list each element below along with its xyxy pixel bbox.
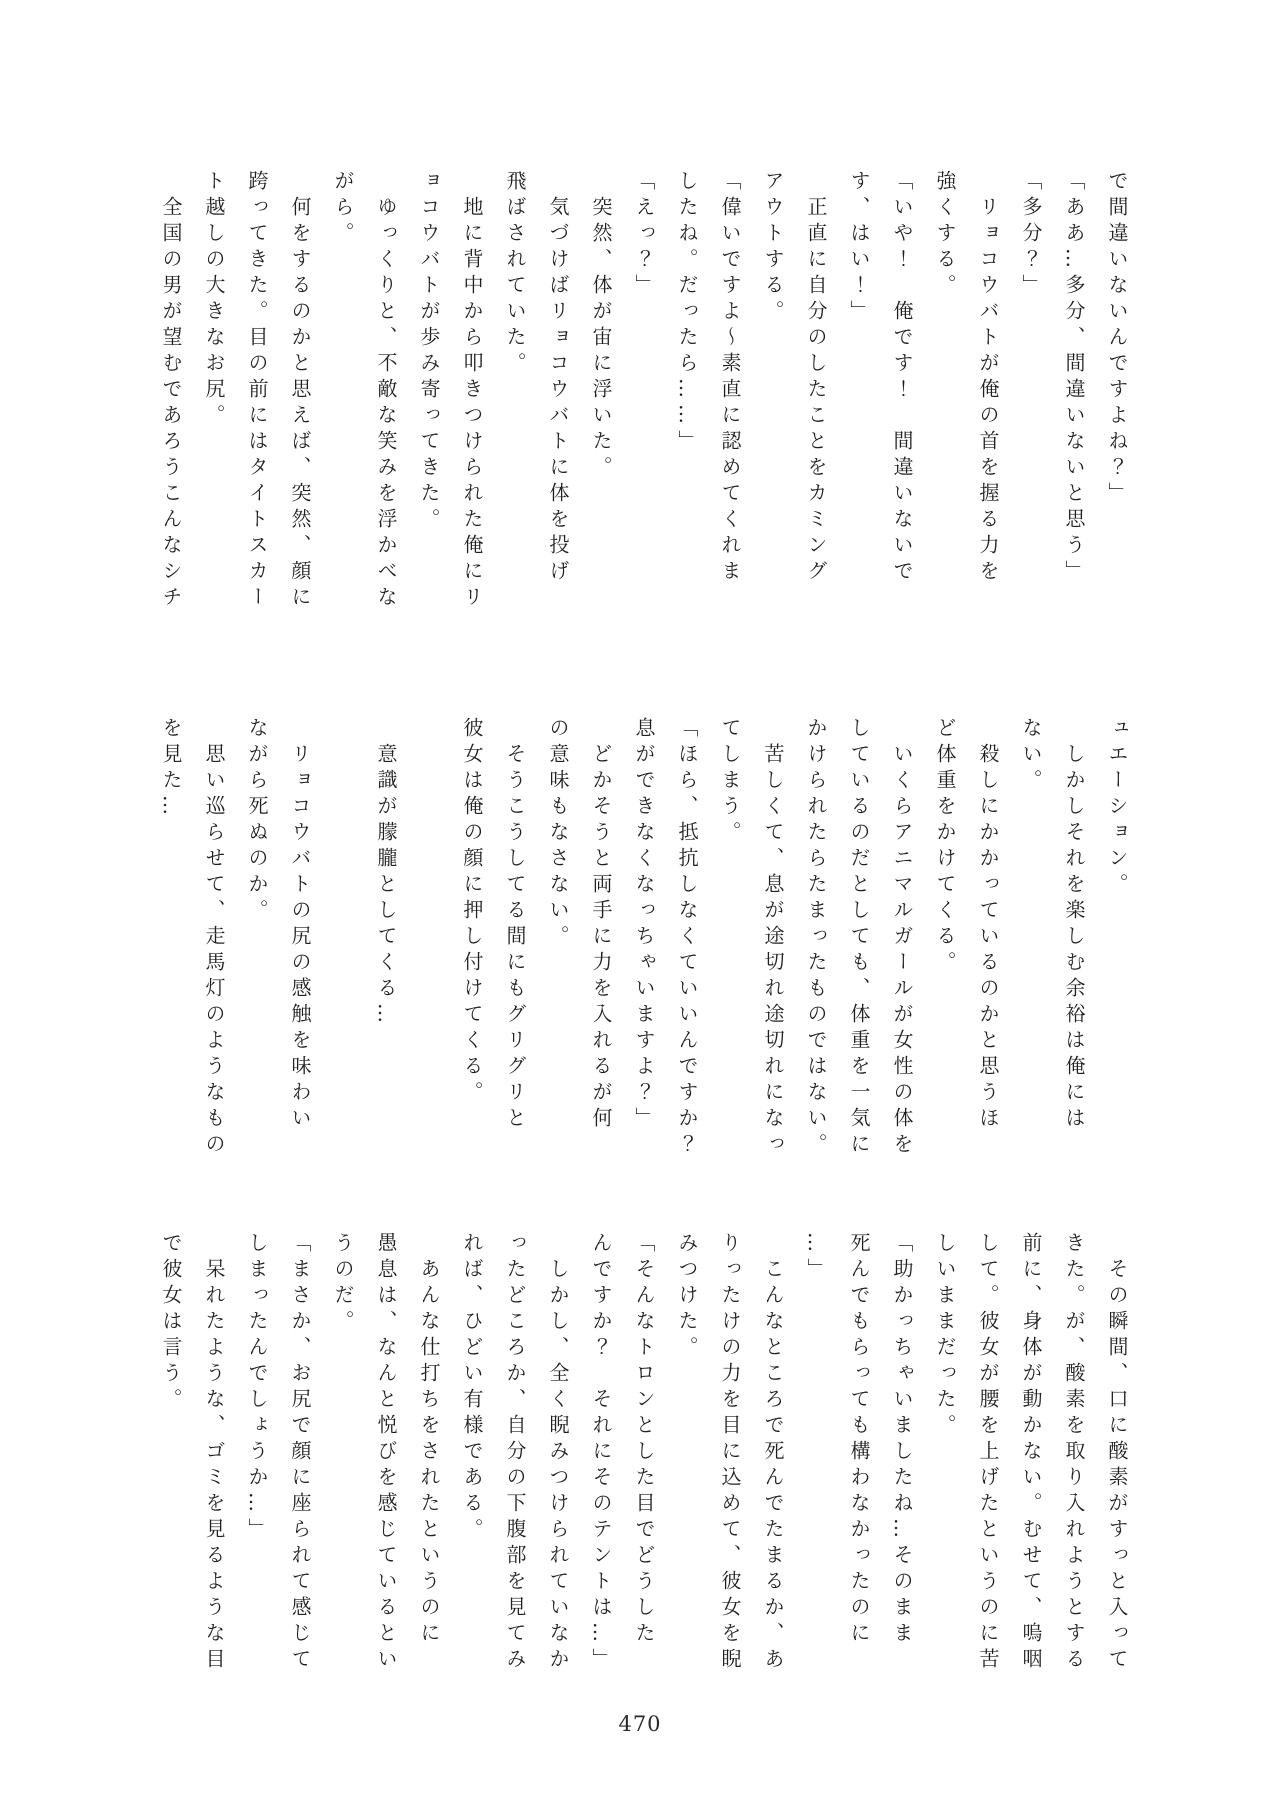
text-column: 「偉いですよ～素直に認めてくれま: [718, 170, 742, 586]
text-column: で彼女は言う。: [159, 1232, 183, 1414]
text-column: 「助かっちゃいましたね…そのまま: [890, 1232, 914, 1648]
text-column: 突然、体が宙に浮いた。: [589, 196, 613, 482]
text-column: てしまう。: [718, 717, 742, 847]
text-column: 全国の男が望むであろうこんなシチ: [159, 196, 183, 612]
text-column: 愚息は、なんと悦びを感じているとい: [374, 1232, 398, 1674]
text-column: 何をするのかと思えば、突然、顔に: [288, 196, 312, 612]
text-column: 「ほら、抵抗しなくていいんですか？: [675, 717, 699, 1159]
text-column: の意味もなさない。: [546, 717, 570, 951]
text-column: あんな仕打ちをされたというのに: [417, 1258, 441, 1648]
text-column: 気づけばリョコウバトに体を投げ: [546, 196, 570, 586]
text-column: [407, 717, 450, 1169]
text-column: [321, 717, 364, 1169]
text-column: で間違いないんですよね？」: [1105, 170, 1129, 508]
text-column: れば、ひどい有様である。: [460, 1232, 484, 1544]
text-column: ながら死ぬのか。: [245, 717, 269, 925]
text-column: しまったんでしょうか…」: [245, 1232, 269, 1544]
text-column: ない。: [1019, 717, 1043, 795]
text-column: 「ああ…多分、間違いないと思う」: [1062, 170, 1086, 586]
text-column: どかそうと両手に力を入れるが何: [589, 743, 613, 1133]
text-column: 「そんなトロンとした目でどうした: [632, 1232, 656, 1648]
text-column: ョコウバトが歩み寄ってきた。: [417, 170, 441, 534]
text-column: 跨ってきた。目の前にはタイトスカー: [245, 170, 269, 612]
text-column: 殺しにかかっているのかと思うほ: [976, 743, 1000, 1133]
text-column: 「多分？」: [1019, 170, 1043, 300]
text-column: 彼女は俺の顔に押し付けてくる。: [460, 717, 484, 1107]
text-column: 「いや！ 俺です！ 間違いないで: [890, 170, 914, 586]
text-column: いくらアニマルガールが女性の体を: [890, 743, 914, 1159]
text-column: しかし、全く睨みつけられていなか: [546, 1258, 570, 1674]
text-column: 息ができなくなっちゃいますよ？」: [632, 717, 656, 1133]
text-column: うのだ。: [331, 1232, 355, 1336]
text-column: 「えっ？」: [632, 170, 656, 300]
text-column: …」: [804, 1232, 828, 1284]
text-column: ど体重をかけてくる。: [933, 717, 957, 977]
text-column: 思い巡らせて、走馬灯のようなもの: [202, 743, 226, 1159]
text-column: 呆れたような、ゴミを見るような目: [202, 1258, 226, 1674]
text-column: こんなところで死んでたまるか、あ: [761, 1258, 785, 1674]
page-number: 470: [618, 1712, 662, 1736]
text-column: ト越しの大きなお尻。: [202, 170, 226, 430]
text-column: んですか？ それにそのテントは…」: [589, 1232, 613, 1674]
text-column: がら。: [331, 170, 355, 248]
text-column: 意識が朦朧としてくる…: [374, 743, 398, 1029]
text-column: 飛ばされていた。: [503, 170, 527, 378]
text-column: 地に背中から叩きつけられた俺にリ: [460, 196, 484, 612]
text-column: ュエーション。: [1105, 717, 1129, 899]
text-column: 「まさか、お尻で顔に座られて感じて: [288, 1232, 312, 1674]
text-column: そうこうしてる間にもグリグリと: [503, 743, 527, 1133]
text-column: す、はい！」: [847, 170, 871, 326]
text-column: 前に、身体が動かない。むせて、嗚咽: [1019, 1232, 1043, 1674]
text-column: かけられたらたまったものではない。: [804, 717, 828, 1159]
text-column: 正直に自分のしたことをカミング: [804, 196, 828, 586]
text-column: しかしそれを楽しむ余裕は俺には: [1062, 743, 1086, 1133]
text-column: リョコウバトの尻の感触を味わい: [288, 743, 312, 1133]
text-column: ったどころか、自分の下腹部を見てみ: [503, 1232, 527, 1674]
text-column: みつけた。: [675, 1232, 699, 1362]
text-column: その瞬間、口に酸素がすっと入って: [1105, 1258, 1129, 1674]
text-column: して。彼女が腰を上げたというのに苦: [976, 1232, 1000, 1674]
text-column: したね。だったら……」: [675, 170, 699, 456]
text-column: を見た…: [159, 717, 183, 821]
text-column: しいままだった。: [933, 1232, 957, 1440]
text-band-middle: [148, 717, 1138, 1169]
text-band-top: [148, 170, 1138, 622]
text-column: りったけの力を目に込めて、彼女を睨: [718, 1232, 742, 1674]
text-column: 強くする。: [933, 170, 957, 300]
text-column: きた。が、酸素を取り入れようとする: [1062, 1232, 1086, 1674]
text-column: アウトする。: [761, 170, 785, 326]
text-column: 苦しくて、息が途切れ途切れになっ: [761, 743, 785, 1159]
text-column: ゆっくりと、不敵な笑みを浮かべな: [374, 196, 398, 612]
text-column: しているのだとしても、体重を一気に: [847, 717, 871, 1159]
text-band-bottom: [148, 1232, 1138, 1684]
text-column: 死んでもらっても構わなかったのに: [847, 1232, 871, 1648]
text-column: リョコウバトが俺の首を握る力を: [976, 196, 1000, 586]
